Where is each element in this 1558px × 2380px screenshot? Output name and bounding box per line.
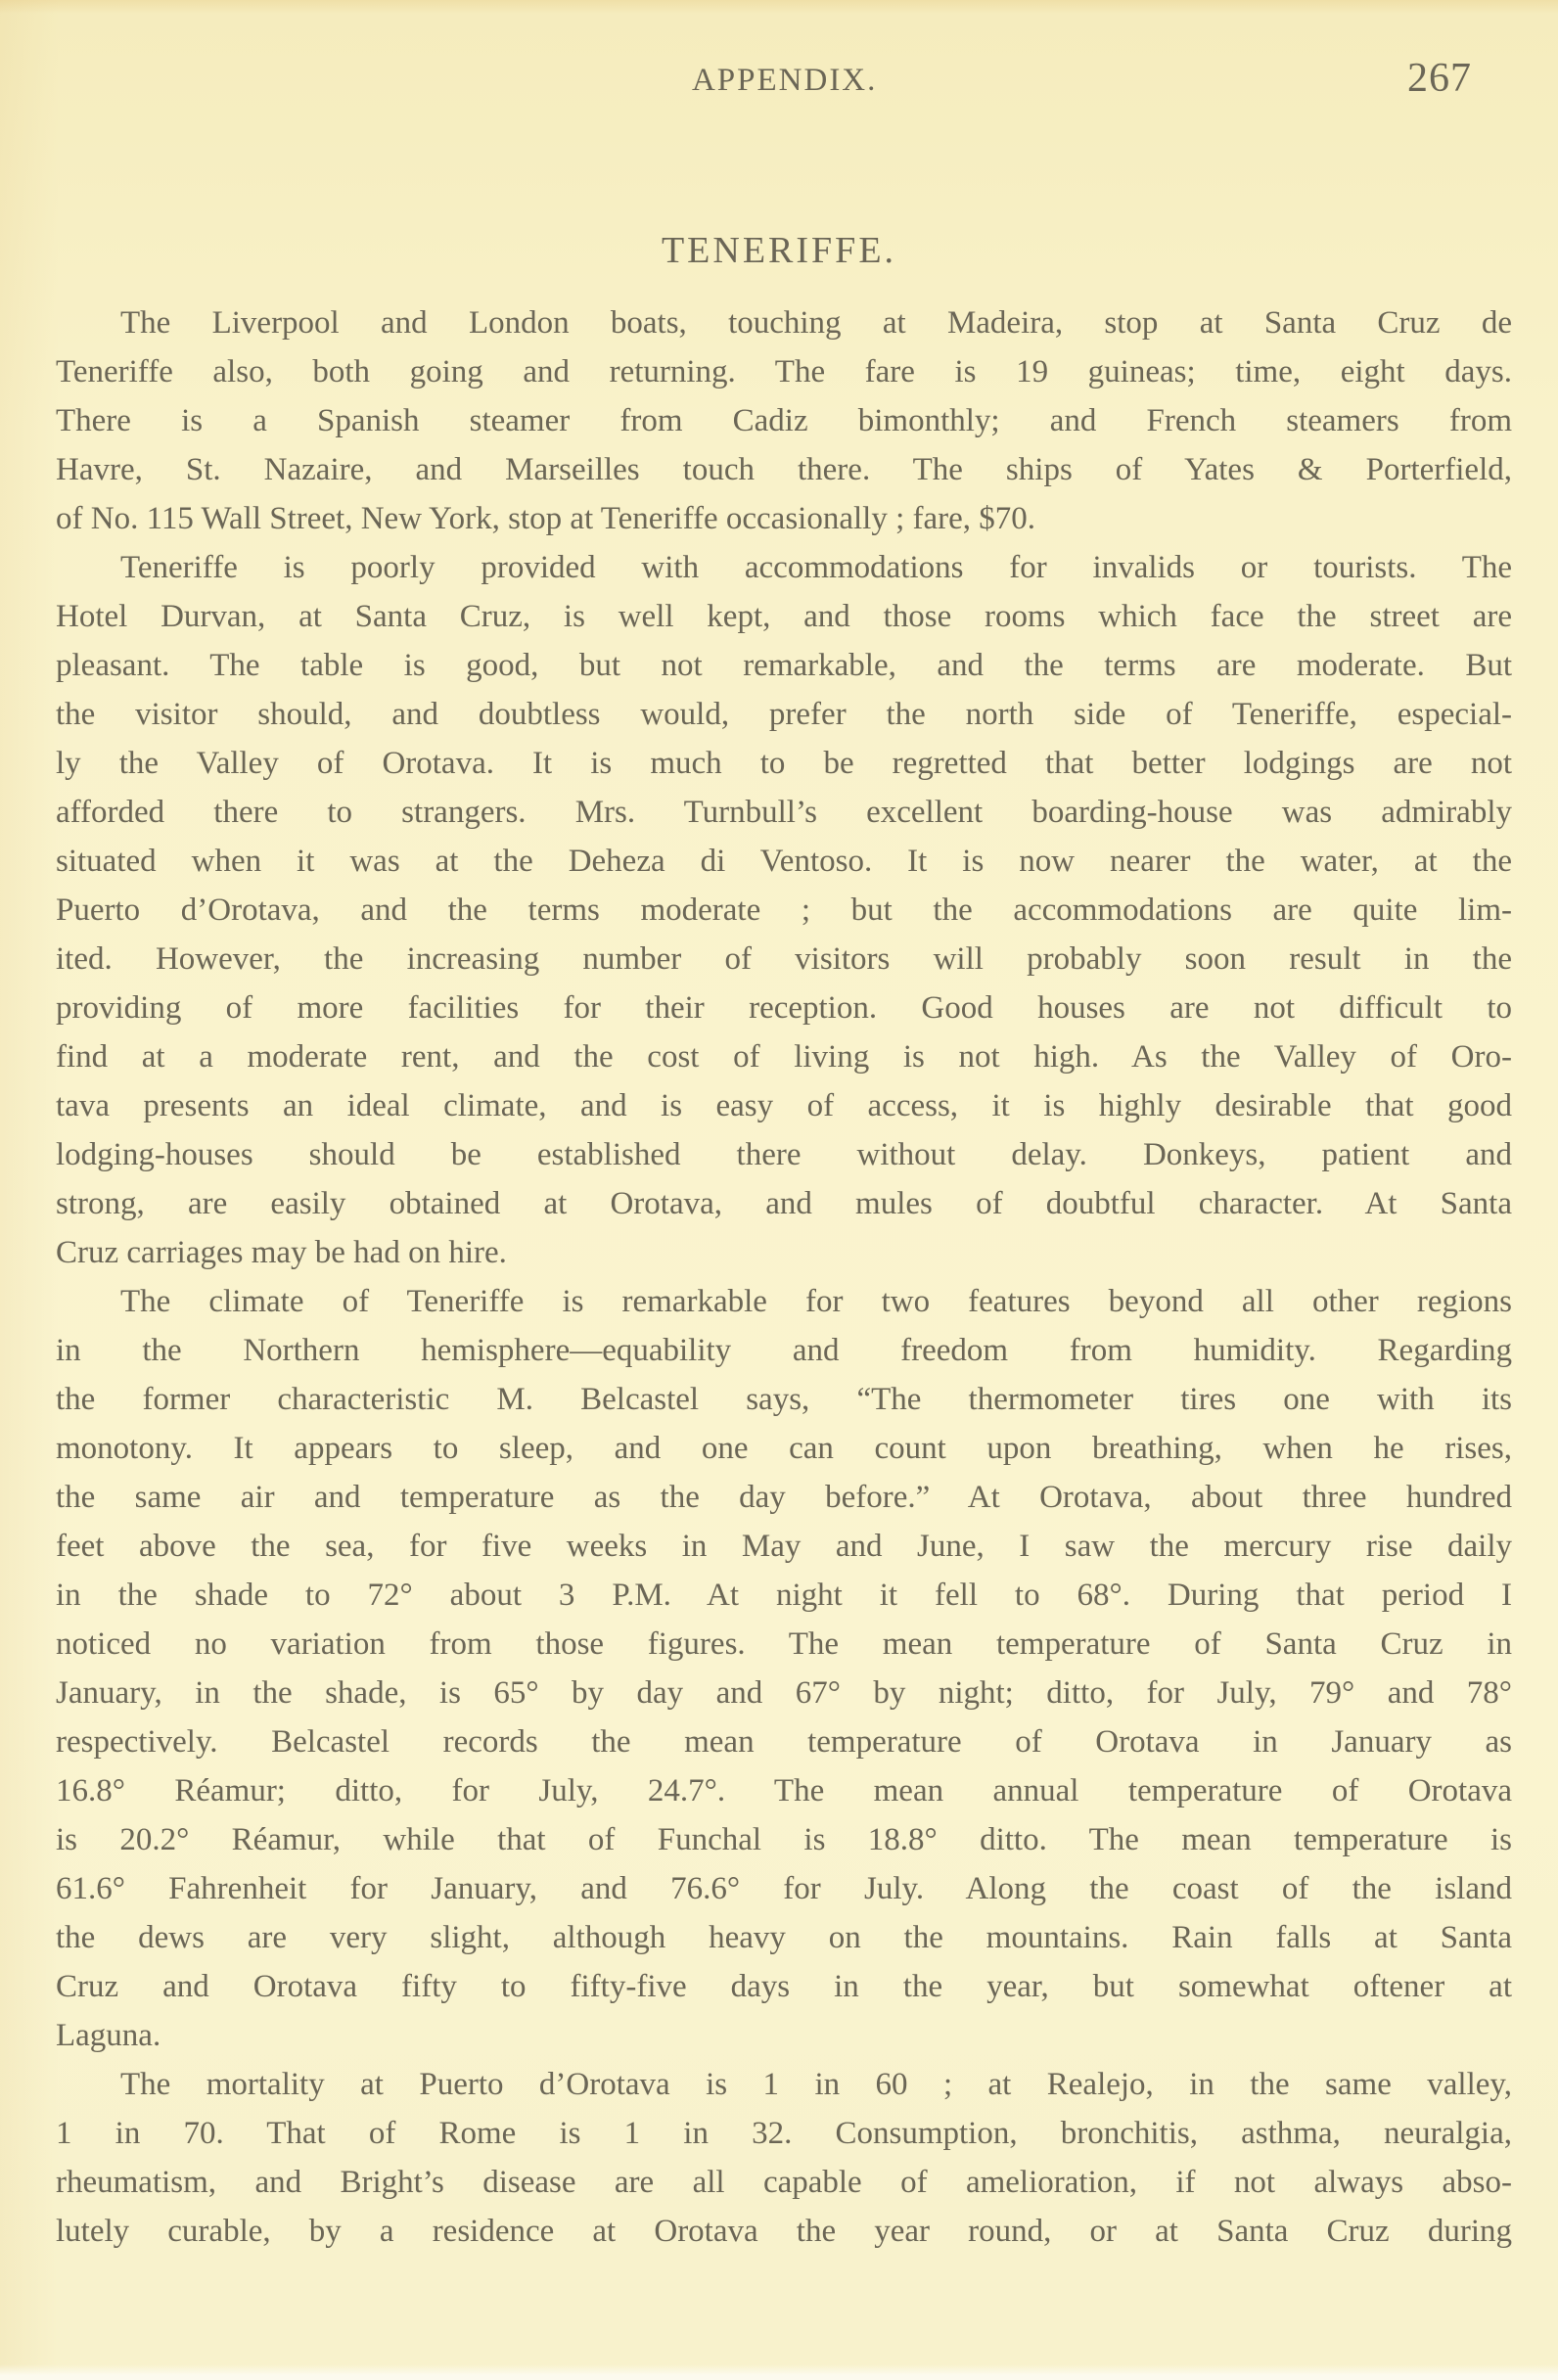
text-line: There is a Spanish steamer from Cadiz bimonthly; and French steamers from bbox=[56, 403, 1512, 438]
text-line: situated when it was at the Deheza di Ventoso. It is now nearer the water, at the bbox=[56, 844, 1512, 879]
text-line: the former characteristic M. Belcastel says, “The thermometer tires one with its bbox=[56, 1382, 1512, 1417]
text-line: tava presents an ideal climate, and is easy of access, it is highly desirable that good bbox=[56, 1088, 1512, 1123]
paragraph bbox=[56, 2060, 1512, 2256]
text-line: The climate of Teneriffe is remarkable for two features beyond all other regions bbox=[120, 1284, 1512, 1319]
text-line: in the Northern hemisphere—equability and freedom from humidity. Regarding bbox=[56, 1333, 1512, 1368]
text-line: find at a moderate rent, and the cost of living is not high. As the Valley of Oro- bbox=[56, 1039, 1512, 1075]
text-line: 16.8° Réamur; ditto, for July, 24.7°. The mean annual temperature of Orotava bbox=[56, 1773, 1512, 1808]
text-line: providing of more facilities for their reception. Good houses are not difficult to bbox=[56, 990, 1512, 1026]
running-title: APPENDIX. bbox=[691, 63, 878, 98]
text-line: the dews are very slight, although heavy on the mountains. Rain falls at Santa bbox=[56, 1920, 1512, 1955]
text-line: The Liverpool and London boats, touching at Madeira, stop at Santa Cruz de bbox=[120, 305, 1512, 341]
text-line: of No. 115 Wall Street, New York, stop at Teneriffe occasionally ; fare, $70. bbox=[56, 501, 1036, 536]
text-line: monotony. It appears to sleep, and one can count upon breathing, when he rises, bbox=[56, 1431, 1512, 1466]
text-line: ly the Valley of Orotava. It is much to be regretted that better lodgings are not bbox=[56, 746, 1512, 781]
text-line: Teneriffe is poorly provided with accommodations for invalids or tourists. The bbox=[120, 550, 1512, 585]
text-line: lutely curable, by a residence at Orotava the year round, or at Santa Cruz during bbox=[56, 2214, 1512, 2249]
paragraph bbox=[56, 1277, 1512, 2060]
text-line: the same air and temperature as the day before.” At Orotava, about three hundred bbox=[56, 1480, 1512, 1515]
text-line: ited. However, the increasing number of visitors will probably soon result in the bbox=[56, 941, 1512, 977]
text-line: Teneriffe also, both going and returning. The fare is 19 guineas; time, eight days. bbox=[56, 354, 1512, 389]
text-line: is 20.2° Réamur, while that of Funchal is 18.8° ditto. The mean temperature is bbox=[56, 1822, 1512, 1857]
text-line: pleasant. The table is good, but not remarkable, and the terms are moderate. But bbox=[56, 648, 1512, 683]
paragraph bbox=[56, 298, 1512, 543]
text-line: Havre, St. Nazaire, and Marseilles touch there. The ships of Yates & Porterfield, bbox=[56, 452, 1512, 487]
text-line: the visitor should, and doubtless would, prefer the north side of Teneriffe, especial- bbox=[56, 697, 1512, 732]
text-line: The mortality at Puerto d’Orotava is 1 in 60 ; at Realejo, in the same valley, bbox=[120, 2067, 1512, 2102]
text-line: Cruz and Orotava fifty to fifty-five days in the year, but somewhat oftener at bbox=[56, 1969, 1512, 2004]
text-line: lodging-houses should be established there without delay. Donkeys, patient and bbox=[56, 1137, 1512, 1172]
text-line: noticed no variation from those figures. The mean temperature of Santa Cruz in bbox=[56, 1626, 1512, 1662]
text-line: Cruz carriages may be had on hire. bbox=[56, 1235, 507, 1270]
section-title: TENERIFFE. bbox=[661, 230, 897, 271]
text-line: 61.6° Fahrenheit for January, and 76.6° for July. Along the coast of the island bbox=[56, 1871, 1512, 1906]
text-line: rheumatism, and Bright’s disease are all capable of amelioration, if not always abso- bbox=[56, 2165, 1512, 2200]
text-line: feet above the sea, for five weeks in May and June, I saw the mercury rise daily bbox=[56, 1529, 1512, 1564]
text-line: Hotel Durvan, at Santa Cruz, is well kept, and those rooms which face the street are bbox=[56, 599, 1512, 634]
body-text bbox=[56, 298, 1512, 2256]
text-line: in the shade to 72° about 3 P.M. At night it fell to 68°. During that period I bbox=[56, 1578, 1512, 1613]
text-line: afforded there to strangers. Mrs. Turnbull’s excellent boarding-house was admirably bbox=[56, 795, 1512, 830]
text-line: January, in the shade, is 65° by day and 67° by night; ditto, for July, 79° and 78° bbox=[56, 1675, 1512, 1711]
page-header bbox=[0, 57, 1558, 104]
text-line: 1 in 70. That of Rome is 1 in 32. Consumption, bronchitis, asthma, neuralgia, bbox=[56, 2116, 1512, 2151]
text-line: strong, are easily obtained at Orotava, and mules of doubtful character. At Santa bbox=[56, 1186, 1512, 1221]
page-number: 267 bbox=[1407, 56, 1472, 101]
text-line: Puerto d’Orotava, and the terms moderate ; but the accommodations are quite lim- bbox=[56, 892, 1512, 928]
paragraph bbox=[56, 543, 1512, 1277]
text-line: respectively. Belcastel records the mean temperature of Orotava in January as bbox=[56, 1724, 1512, 1760]
text-line: Laguna. bbox=[56, 2018, 161, 2053]
